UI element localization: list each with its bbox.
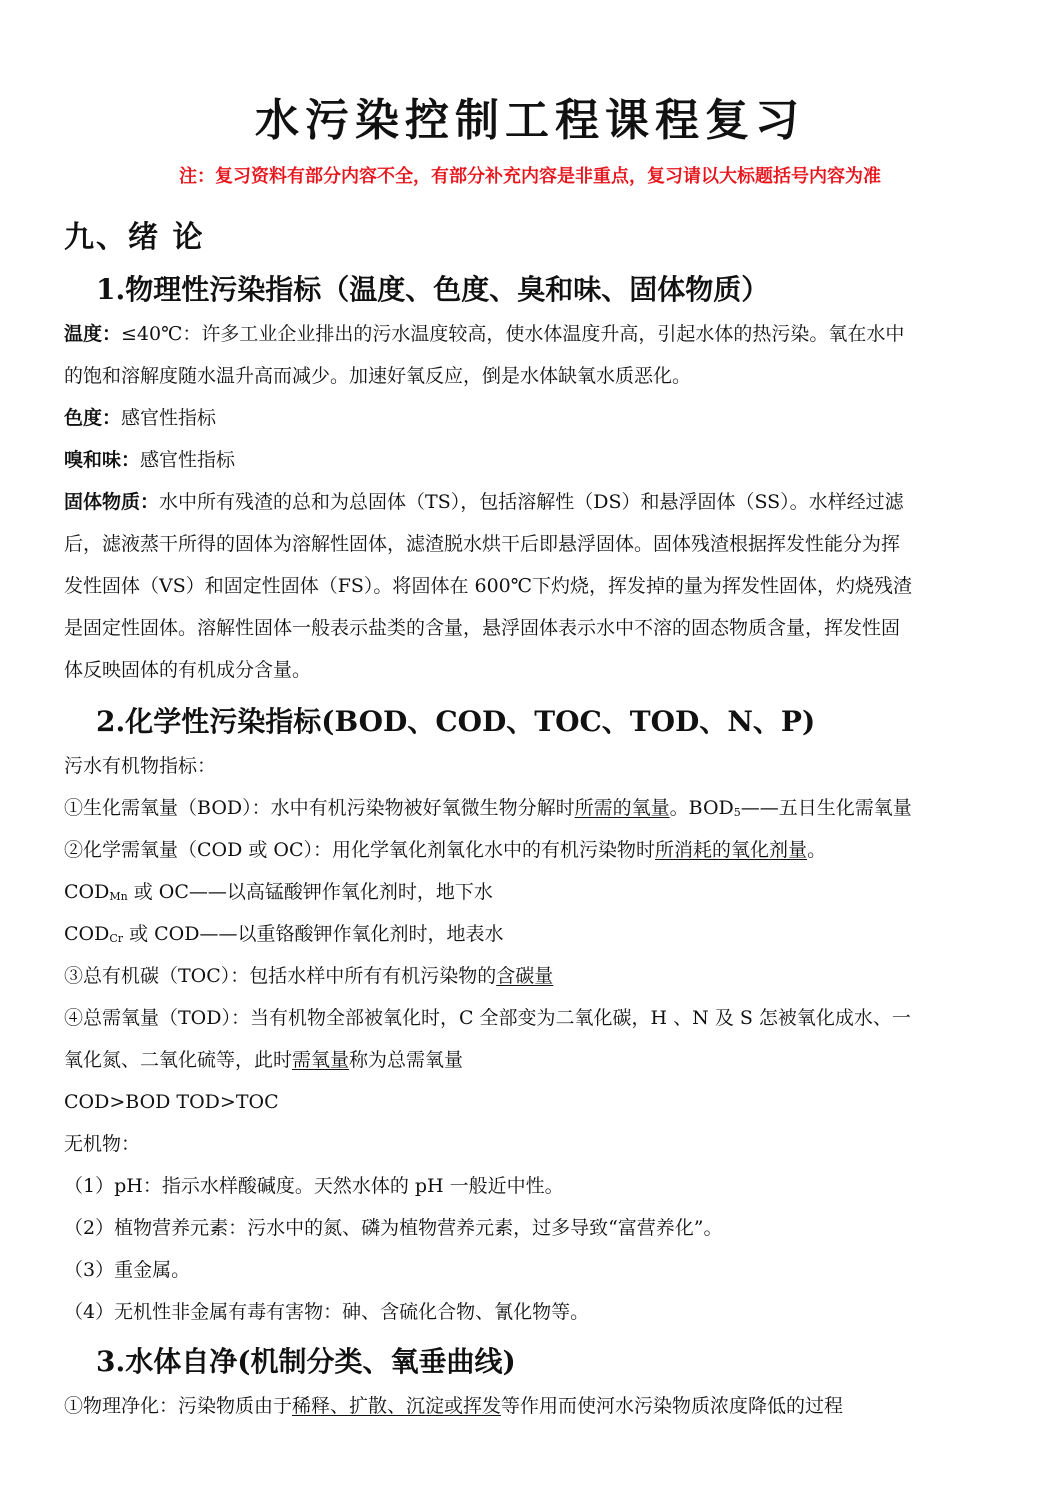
solid-line-5: 体反映固体的有机成分含量。 xyxy=(64,659,312,681)
temperature-line-1 xyxy=(64,322,996,346)
bod-subscript: 5 xyxy=(733,806,741,819)
physical-underlined: 稀释、扩散、沉淀或挥发 xyxy=(292,1395,502,1417)
chapter-heading: 九、绪 论 xyxy=(64,220,205,255)
odor-text: 感官性指标 xyxy=(140,449,236,471)
physical-text: ①物理净化：污染物质由于 xyxy=(64,1395,293,1417)
section1-heading: 1.物理性污染指标（温度、色度、臭和味、固体物质） xyxy=(96,273,770,306)
solid-text: 水中所有残渣的总和为总固体（TS），包括溶解性（DS）和悬浮固体（SS）。水样经过滤 xyxy=(159,491,904,513)
tod-line-1: ④总需氧量（TOD）：当有机物全部被氧化时，C 全部变为二氧化碳，H 、N 及 S 怎被氧化成水、一 xyxy=(64,1007,911,1029)
odor-line xyxy=(64,448,996,472)
solid-label: 固体物质： xyxy=(64,491,160,513)
codmn-abbr: COD xyxy=(64,881,110,903)
toc-underlined: 含碳量 xyxy=(496,965,554,987)
temperature-line-2: 的饱和溶解度随水温升高而减少。加速好氧反应，倒是水体缺氧水质恶化。 xyxy=(64,365,692,387)
codcr-text: 或 COD——以重铬酸钾作氧化剂时，地表水 xyxy=(123,923,504,945)
tod-text: 氧化氮、二氧化硫等，此时 xyxy=(64,1049,293,1071)
temperature-label: 温度： xyxy=(64,323,122,345)
solid-line-2: 后，滤液蒸干所得的固体为溶解性固体，滤渣脱水烘干后即悬浮固体。固体残渣根据挥发性能分为挥 xyxy=(64,533,901,555)
organic-label: 污水有机物指标： xyxy=(64,755,217,777)
inorganic-item-2: （2）植物营养元素：污水中的氮、磷为植物营养元素，过多导致“富营养化”。 xyxy=(64,1217,723,1239)
document-title: 水污染控制工程课程复习 xyxy=(255,95,805,146)
physical-purification-line xyxy=(64,1394,996,1418)
codcr-line xyxy=(64,922,996,951)
tod-line-2 xyxy=(64,1048,996,1072)
bod-text: ①生化需氧量（BOD）：水中有机污染物被好氧微生物分解时 xyxy=(64,797,575,819)
bod-underlined: 所需的氧量 xyxy=(574,797,670,819)
codcr-subscript: Cr xyxy=(109,932,124,945)
solid-line-1 xyxy=(64,490,996,514)
color-text: 感官性指标 xyxy=(121,407,217,429)
section3-heading: 3.水体自净(机制分类、氧垂曲线) xyxy=(96,1345,516,1378)
color-line xyxy=(64,406,996,430)
cod-text: ②化学需氧量（COD 或 OC）：用化学氧化剂氧化水中的有机污染物时 xyxy=(64,839,656,861)
inorganic-label: 无机物： xyxy=(64,1133,141,1155)
odor-label: 嗅和味： xyxy=(64,449,141,471)
tod-underlined: 需氧量 xyxy=(292,1049,350,1071)
toc-text: ③总有机碳（TOC）：包括水样中所有有机污染物的 xyxy=(64,965,497,987)
cod-end: 。 xyxy=(807,839,827,861)
section2-heading: 2.化学性污染指标(BOD、COD、TOC、TOD、N、P) xyxy=(96,705,816,738)
temperature-text: ≤40℃：许多工业企业排出的污水温度较高，使水体温度升高，引起水体的热污染。氧在水中 xyxy=(121,323,905,345)
bod-line xyxy=(64,796,996,825)
inorganic-item-1: （1）pH：指示水样酸碱度。天然水体的 pH 一般近中性。 xyxy=(64,1175,564,1197)
solid-line-3: 发性固体（VS）和固定性固体（FS）。将固体在 600℃下灼烧，挥发掉的量为挥发性固体，灼烧残渣 xyxy=(64,575,912,597)
toc-line xyxy=(64,964,996,988)
codcr-abbr: COD xyxy=(64,923,110,945)
solid-line-4: 是固定性固体。溶解性固体一般表示盐类的含量，悬浮固体表示水中不溶的固态物质含量，挥发性固 xyxy=(64,617,901,639)
color-label: 色度： xyxy=(64,407,122,429)
bod-desc: ——五日生化需氧量 xyxy=(740,797,912,819)
codmn-subscript: Mn xyxy=(109,890,128,903)
codmn-line xyxy=(64,880,996,909)
codmn-text: 或 OC——以高锰酸钾作氧化剂时，地下水 xyxy=(127,881,493,903)
review-note: 注：复习资料有部分内容不全，有部分补充内容是非重点，复习请以大标题括号内容为准 xyxy=(179,166,881,187)
bod-abbr: 。BOD xyxy=(669,797,734,819)
tod-end: 称为总需氧量 xyxy=(349,1049,464,1071)
inorganic-item-3: （3）重金属。 xyxy=(64,1259,191,1281)
relation-line: COD>BOD TOD>TOC xyxy=(64,1091,279,1113)
inorganic-item-4: （4）无机性非金属有毒有害物：砷、含硫化合物、氰化物等。 xyxy=(64,1301,590,1323)
cod-line xyxy=(64,838,996,862)
physical-end: 等作用而使河水污染物质浓度降低的过程 xyxy=(501,1395,844,1417)
cod-underlined: 所消耗的氧化剂量 xyxy=(655,839,808,861)
